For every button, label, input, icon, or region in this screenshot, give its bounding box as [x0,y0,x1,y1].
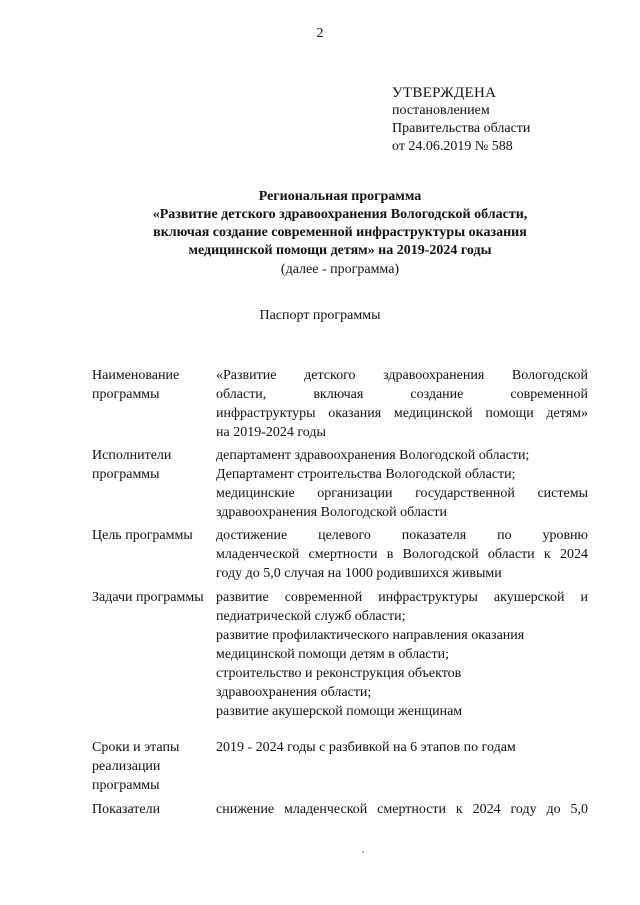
approval-title: УТВЕРЖДЕНА [392,85,497,101]
value-line: развитие современной инфраструктуры акушерской и [216,590,588,605]
row-label-text: Показатели [92,802,161,817]
passport-heading: Паспорт программы [259,308,381,323]
scan-speck [362,851,364,853]
title-line: включая создание современной инфраструктуры оказания [153,225,527,240]
value-line: инфраструктуры оказания медицинской помощи детям» [216,406,588,421]
value-line: медицинские организации государственной системы [216,486,588,501]
value-line: «Развитие детского здравоохранения Вологодской [216,368,588,383]
row-label [92,738,202,795]
approval-line: Правительства области [392,121,531,136]
title-line: Региональная программа [258,189,422,204]
value-line: Департамент строительства Вологодской области; [216,467,516,482]
row-label-text: Цель программы [92,528,193,543]
row-value [216,588,588,721]
title-line: «Развитие детского здравоохранения Вологодской области, [152,207,528,222]
row-label-text: Наименование программы [92,368,180,402]
page-number: 2 [316,26,324,41]
value-line: 2019 - 2024 годы с разбивкой на 6 этапов по годам [216,740,516,755]
row-value [216,738,588,757]
value-line: развитие профилактического направления оказания [216,628,525,643]
row-label-text: Исполнители программы [92,448,172,482]
row-value [216,526,588,583]
approval-line: постановлением [392,103,490,118]
row-label [92,366,212,404]
approval-stamp [392,84,530,156]
value-line: на 2019-2024 годы [216,425,326,440]
title-line: медицинской помощи детям» на 2019-2024 годы [188,243,492,258]
row-label [92,446,212,484]
document-title [80,188,600,279]
value-line: снижение младенческой смертности к 2024 году до 5,0 [216,802,588,817]
value-line: здравоохранения области; [216,685,372,700]
title-subtitle: (далее - программа) [280,262,400,277]
row-value [216,446,588,522]
row-value [216,800,588,819]
value-line: году до 5,0 случая на 1000 родившихся живыми [216,566,502,581]
value-line: области, включая создание современной [216,387,588,402]
row-label [92,526,212,545]
row-label-text: Сроки и этапы реализации программы [92,740,180,793]
value-line: достижение целевого показателя по уровню [216,528,588,543]
value-line: медицинской помощи детям в области; [216,647,450,662]
row-label-text: Задачи программы [92,590,204,605]
value-line: здравоохранения Вологодской области [216,505,447,520]
value-line: педиатрической служб области; [216,609,406,624]
row-label [92,800,212,819]
value-line: департамент здравоохранения Вологодской области; [216,448,530,463]
row-value [216,366,588,442]
value-line: младенческой смертности в Вологодской области к 2024 [216,547,588,562]
approval-line: от 24.06.2019 № 588 [392,139,513,154]
value-line: развитие акушерской помощи женщинам [216,704,463,719]
value-line: строительство и реконструкция объектов [216,666,462,681]
row-label [92,588,212,607]
